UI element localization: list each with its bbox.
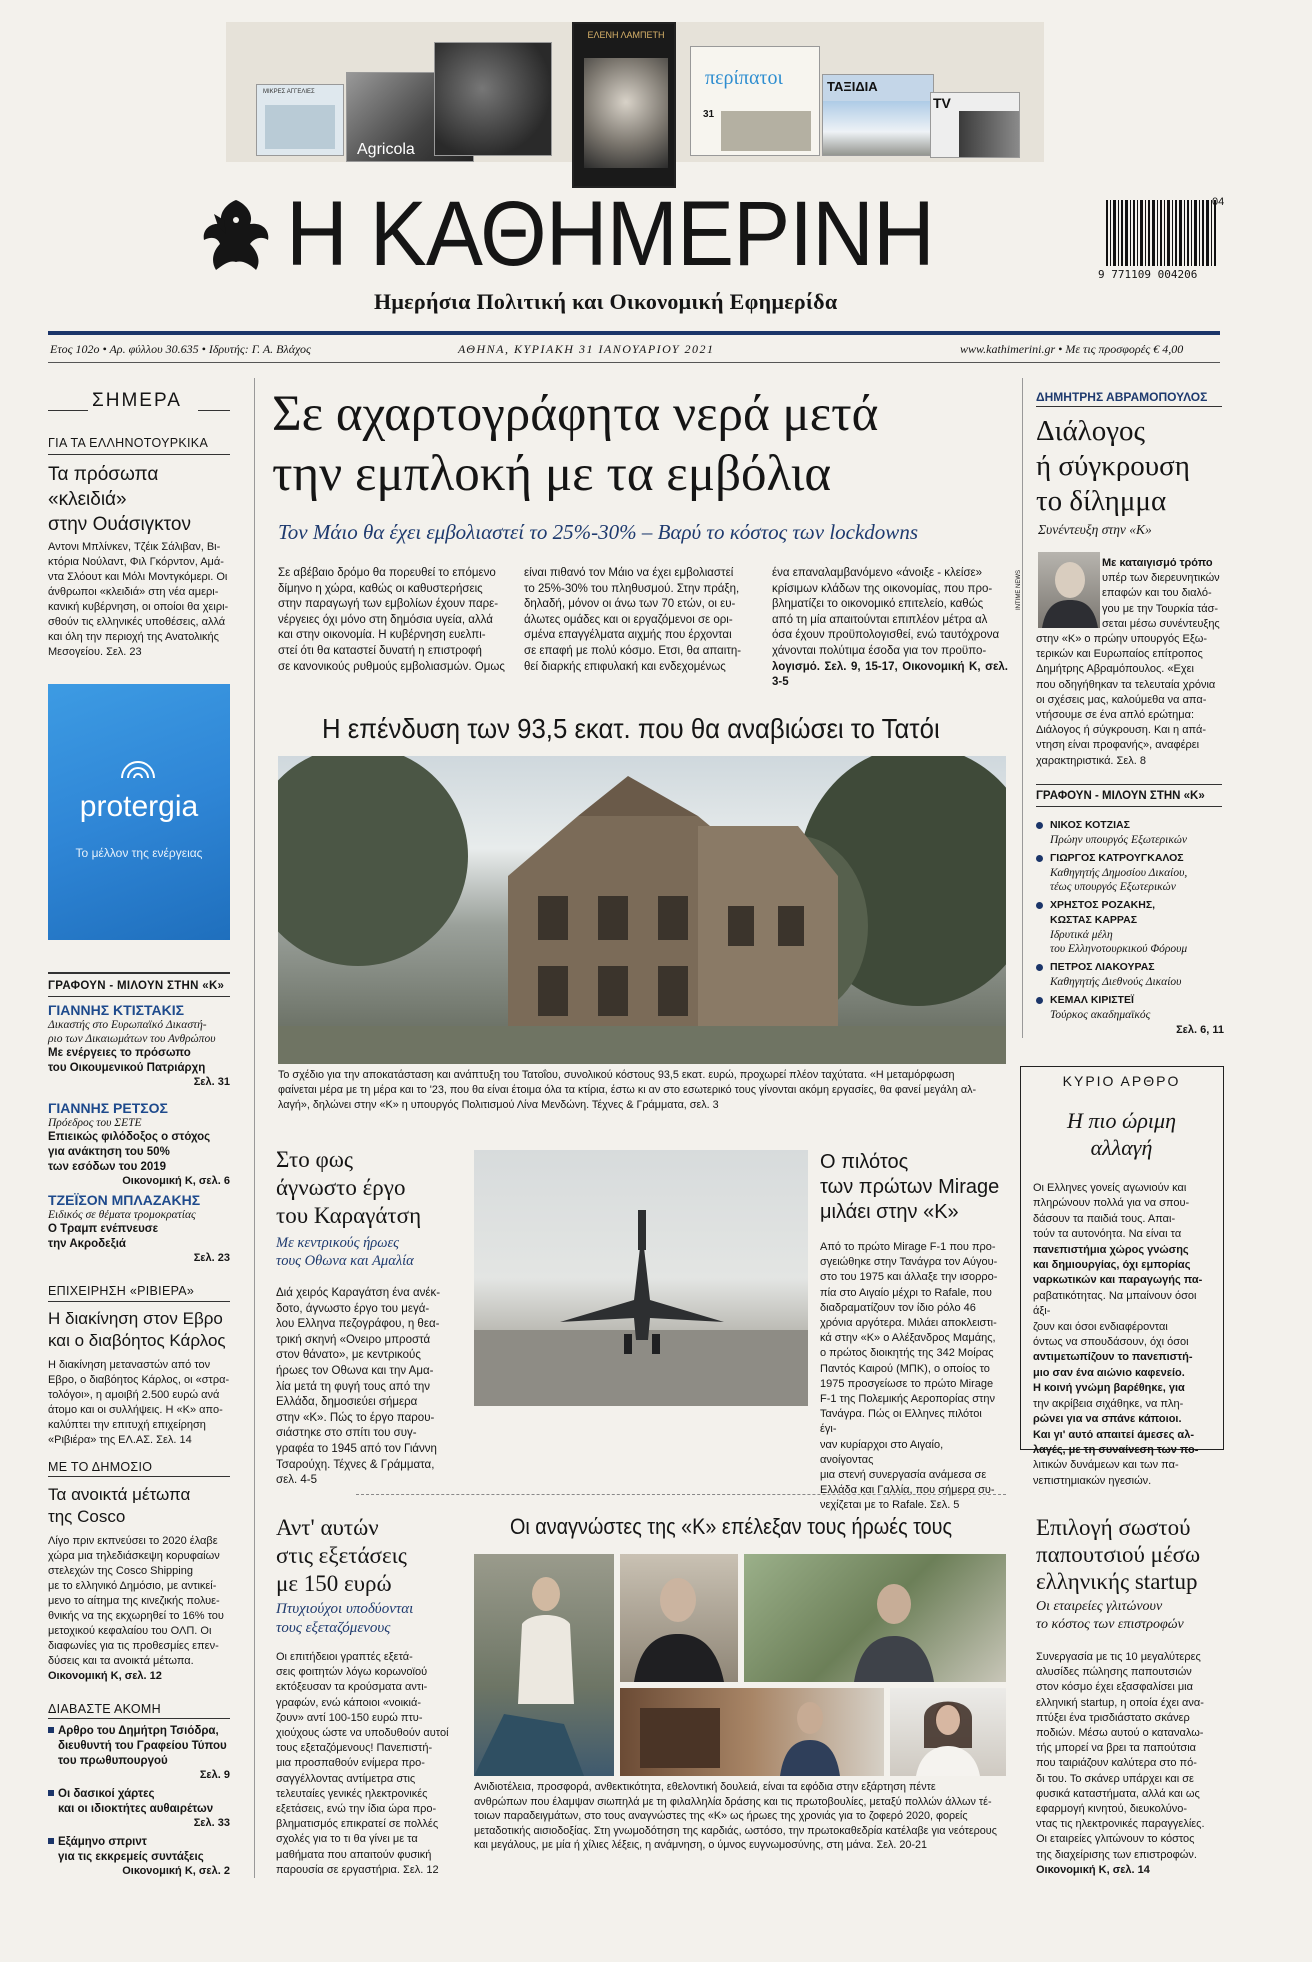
interviews-head-right: ΓΡΑΦΟΥΝ - ΜΙΛΟΥΝ ΣΤΗΝ «Κ» bbox=[1036, 790, 1205, 802]
lead-col-1: Σε αβέβαιο δρόμο θα πορευθεί το επόμενο δίμηνο η χώρα, καθώς οι καθυστερήσεις στην παραγωγή των εμβολίων έχουν παρε- νέργειες όχι μόνο στη δημόσια υγεία, αλλά και στην οικονομία. Η κυβέρνηση ευελπι- στεί ότι θα καταστεί δυνατή η επιστροφή σε κανονικούς ρυθμούς εμβολιασμών. Ομως bbox=[278, 567, 505, 673]
exams-text: Οι επιτήδειοι γραπτές εξετά- σεις φοιτητών λόγω κορωνοϊού εκτόξευσαν τα κρούσματα αντι- γραφών, ενώ κάποιοι «νοικιά- ζουν» αντί 100-150 ευρώ πτυ- χιούχους ώστε να υποδυθούν αυτοί τους εξεταζόμενους! Πανεπιστή- μια προσπαθούν ενίμερα προ- σαγγέλλοντας αντίμετρα στις τελευταίες γενικές ηλεκτρονικές εξετάσεις, ενώ την ίδια ώρα προ- βληματισμός επικρατεί σε πολλές σχολές για το τι θα γίνει με τα μαθήματα που απαιτούν φυσική παρουσία σε εργαστήρια. Σελ. 12 bbox=[276, 1651, 449, 1876]
bullet-icon bbox=[1036, 964, 1043, 971]
supplement-classifieds[interactable]: ΜΙΚΡΕΣ ΑΓΓΕΛΙΕΣ bbox=[256, 84, 344, 156]
right-person-5[interactable]: ΚΕΜΑΛ ΚΙΡΙΣΤΕΪ Τούρκος ακαδημαϊκός bbox=[1036, 993, 1224, 1022]
bullet-icon bbox=[48, 1838, 54, 1844]
item2-kicker: ΕΠΙΧΕΙΡΗΣΗ «ΡΙΒΙΕΡΑ» bbox=[48, 1284, 195, 1298]
karagatsis-sub: Με κεντρικούς ήρωες τους Οθωνα και Αμαλία bbox=[276, 1235, 414, 1269]
hero-photo-5 bbox=[890, 1688, 1006, 1776]
today-label: ΣΗΜΕΡΑ bbox=[92, 390, 182, 411]
bullet-icon bbox=[1036, 855, 1043, 862]
avramopoulos-text-top: Με καταιγισμό τρόπο υπέρ των διερευνητικών επαφών και του διαλό- γου με την Τουρκία τάσ- σεται μέσω συνέντευξης bbox=[1102, 557, 1220, 630]
bullet-icon bbox=[1036, 822, 1043, 829]
column-rule-left bbox=[254, 378, 255, 1878]
editorial-box[interactable] bbox=[1020, 1066, 1224, 1487]
startup-title[interactable]: Επιλογή σωστού παπουτσιού μέσω ελληνικής startup bbox=[1036, 1515, 1201, 1594]
bullet-icon bbox=[1036, 902, 1043, 909]
karagatsis-text: Διά χειρός Καραγάτση ένα ανέκ- δοτο, άγνωστο έργο του μεγά- λου Ελληνα πεζογράφου, η θεα- τρική σκηνή «Ονειρο μπροστά στον θάνατο», με κεντρικούς ήρωες τον Οθωνα και την Αμα- λία μετά τη φυγή τους από την Ελλάδα, δημοσιεύει σήμερα στην «Κ». Πώς το έργο παρου- σιάστηκε στο σπίτι του συγ- γραφέα το 1945 από τον Γιάννη Τσαρούχη. Τέχνες & Γράμματα, σελ. 4-5 bbox=[276, 1287, 441, 1487]
item2-text: Η διακίνηση μεταναστών από τον Εβρο, ο διαβόητος Κάρλος, οι «στρα- τολόγοι», η αμοιβή 2.500 ευρώ ανά άτομο και οι συλλήψεις. Η «Κ» απο- καλύπτει την επιτυχή επιχείρηση «Ριβιέρα» της ΕΛ.ΑΣ. Σελ. 14 bbox=[48, 1359, 230, 1446]
avramopoulos-text-bottom: στην «Κ» ο πρώην υπουργός Εξω- τερικών και Ευρωπαίος επίτροπος Δημήτρης Αβραμόπουλος. «Εχει που οδηγήθηκαν τα τελευταία χρόνια οι σχέσεις μας, καλούμεθα να απα- ντήσουμε σε ένα απλό ερώτημα: Διάλογος ή σύγκρουση. Και η απά- ντηση είναι προφανής», αναφέρει χαρακτηριστικά. Σελ. 8 bbox=[1036, 633, 1216, 767]
infobar-date: ΑΘΗΝΑ, ΚΥΡΙΑΚΗ 31 ΙΑΝΟΥΑΡΙΟΥ 2021 bbox=[458, 342, 715, 356]
barcode bbox=[1104, 200, 1222, 272]
newspaper-title: Η ΚΑΘΗΜΕΡΙΝΗ bbox=[286, 183, 934, 285]
editorial-head: ΚΥΡΙΟ ΑΡΘΡΟ bbox=[1062, 1073, 1181, 1089]
left-person-1[interactable]: ΓΙΑΝΝΗΣ ΚΤΙΣΤΑΚΙΣ Δικαστής στο Ευρωπαϊκό Δικαστή- ριο των Δικαιωμάτων του Ανθρώπου Με ενέργειες το πρόσωπο του Οικουμενικού Πατριάρχη Σελ. 31 bbox=[48, 1002, 230, 1088]
exams-sub: Πτυχιούχοι υποδύονται τους εξεταζόμενους bbox=[276, 1601, 414, 1636]
startup-sub: Οι εταιρείες γλιτώνουν το κόστος των επιστροφών bbox=[1036, 1599, 1184, 1632]
right-person-3[interactable]: ΧΡΗΣΤΟΣ ΡΟΖΑΚΗΣ, ΚΩΣΤΑΣ ΚΑΡΡΑΣ Ιδρυτικά μέλη του Ελληνοτουρκικού Φόρουμ bbox=[1036, 898, 1224, 956]
supplement-agricola[interactable]: Agricola bbox=[346, 72, 474, 162]
item1-kicker: ΓΙΑ ΤΑ ΕΛΛΗΝΟΤΟΥΡΚΙΚΑ bbox=[48, 436, 209, 450]
interviews-head-left: ΓΡΑΦΟΥΝ - ΜΙΛΟΥΝ ΣΤΗΝ «Κ» bbox=[48, 980, 225, 992]
protergia-logo-icon bbox=[118, 756, 158, 780]
lead-headline[interactable]: Σε αχαρτογράφητα νερά μετά την εμπλοκή με τα εμβόλια bbox=[272, 386, 879, 502]
supplement-elena-lampeti[interactable]: ΕΛΕΝΗ ΛΑΜΠΕΤΗ bbox=[572, 22, 676, 188]
supplement-books[interactable] bbox=[434, 42, 552, 156]
supplement-peripatoi[interactable]: περίπατοι 31 bbox=[690, 46, 820, 156]
right-interviews-list: ΝΙΚΟΣ ΚΟΤΖΙΑΣ Πρώην υπουργός Εξωτερικών ΓΙΩΡΓΟΣ ΚΑΤΡΟΥΓΚΑΛΟΣ Καθηγητής Δημοσίου Δικαίου, τέως υπουργός Εξωτερικών ΧΡΗΣΤΟΣ ΡΟΖΑΚΗΣ, ΚΩΣΤΑΣ ΚΑΡΡΑΣ Ιδρυτικά μέλη του Ελληνοτουρκικού Φόρουμ ΠΕΤΡΟΣ ΛΙΑΚΟΥΡΑΣ Καθηγητής Διεθνούς Δικαίου ΚΕΜΑΛ ΚΙΡΙΣΤΕΪ Τούρκος ακαδημαϊκός Σελ. 6, 11 bbox=[1036, 818, 1224, 1036]
left-person-3[interactable]: ΤΖΕΪΣΟΝ ΜΠΛΑΖΑΚΗΣ Ειδικός σε θέματα τρομοκρατίας Ο Τραμπ ενέπνευσε την Ακροδεξιά Σελ. 23 bbox=[48, 1192, 230, 1264]
avramopoulos-kicker: ΔΗΜΗΤΡΗΣ ΑΒΡΑΜΟΠΟΥΛΟΣ bbox=[1036, 390, 1208, 404]
heroes-caption: Ανιδιοτέλεια, προσφορά, ανθεκτικότητα, εθελοντική δουλειά, είναι τα εφόδια στην εξάρτηση πέντε ανθρώπων που έλαμψαν σιωπηλά με τη φιλαλληλία δράσης και τις πρωτοβουλίες, μεταξύ πολλών άλλων τέ- τοιων παραδειγμάτων, στο τους αναγνώστες της «Κ» ως ήρωες της χρονιάς για το ζοφερό 2020, φορείς μεταδοτικής αισιοδοξίας. Στη γνωμοδότηση της καρδιάς, ωστόσο, την πρωτοκαθεδρία κατέλαβε για νεότερους και μεγάλους, με μία ή χίλιες λέξεις, η ανάμνηση, ο ύμνος ευγνωμοσύνης, στη μάνα. Σελ. 20-21 bbox=[474, 1781, 997, 1852]
section-divider bbox=[356, 1494, 1006, 1495]
infobar-rule bbox=[48, 362, 1220, 363]
editorial-title: Η πιο ώριμη αλλαγή bbox=[1066, 1108, 1176, 1160]
hero-photo-4 bbox=[620, 1688, 884, 1776]
right-person-1[interactable]: ΝΙΚΟΣ ΚΟΤΖΙΑΣ Πρώην υπουργός Εξωτερικών bbox=[1036, 818, 1224, 847]
avramopoulos-photo bbox=[1038, 552, 1100, 628]
tatoi-caption: Το σχέδιο για την αποκατάσταση και ανάπτυξη του Τατοΐου, συνολικού κόστους 93,5 εκατ. ευρώ, προχωρεί πλέον ταχύτατα. «Η μεταμόρφωση φαίνεται μέρα με τη μέρα και το '23, που θα είναι έτοιμα όλα τα κτίρια, έστω κι αν στο εσωτερικό τους γίνονται ακόμη εργασίες, θα φανεί μεγάλη αλ- λαγή», δηλώνει στην «Κ» η υπουργός Πολιτισμού Λίνα Μενδώνη. Τέχνες & Γράμματα, σελ. 3 bbox=[278, 1069, 977, 1111]
mirage-title[interactable]: Ο πιλότος των πρώτων Mirage μιλάει στην «Κ» bbox=[820, 1151, 1000, 1223]
mirage-photo bbox=[474, 1150, 808, 1406]
bullet-icon bbox=[1036, 997, 1043, 1004]
issue-code: 04 bbox=[1212, 196, 1225, 208]
left-person-2[interactable]: ΓΙΑΝΝΗΣ ΡΕΤΣΟΣ Πρόεδρος του ΣΕΤΕ Επιεικώς φιλόδοξος ο στόχος για ανάκτηση του 50% των εσόδων του 2019 Οικονομική Κ, σελ. 6 bbox=[48, 1100, 230, 1187]
more-item-2[interactable]: Οι δασικοί χάρτες και οι ιδιοκτήτες αυθαιρέτων Σελ. 33 bbox=[48, 1787, 230, 1829]
column-rule-right bbox=[1022, 378, 1023, 1038]
protergia-tagline: Το μέλλον της ενέργειας bbox=[75, 846, 203, 860]
heroes-headline[interactable]: Οι αναγνώστες της «Κ» επέλεξαν τους ήρωές τους bbox=[510, 1514, 953, 1539]
karagatsis-title[interactable]: Στο φως άγνωστο έργο του Καραγάτση bbox=[276, 1147, 422, 1228]
exams-title[interactable]: Αντ' αυτών στις εξετάσεις με 150 ευρώ bbox=[276, 1515, 407, 1596]
avramopoulos-sub: Συνέντευξη στην «Κ» bbox=[1038, 522, 1152, 537]
tatoi-headline[interactable]: Η επένδυση των 93,5 εκατ. που θα αναβιώσει το Τατόι bbox=[322, 713, 940, 744]
infobar-right: www.kathimerini.gr • Με τις προσφορές € 4,00 bbox=[960, 342, 1184, 356]
newspaper-subtitle: Ημερήσια Πολιτική και Οικονομική Εφημερίδα bbox=[374, 289, 838, 314]
mirage-text: Από το πρώτο Mirage F-1 που προ- σγειώθηκε στην Τανάγρα τον Αύγου- στο του 1975 και άλλαξε την ισορρο- πία στο Αιγαίο μέχρι το Rafale, που διαδραματίζουν τον ίδιο ρόλο 46 χρόνια αργότερα. Μιλάει αποκλειστι- κά στην «Κ» ο Αλέξανδρος Μαμάης, ο πρώτος διοικητής της 342 Μοίρας Παντός Καιρού (ΜΠΚ), ο οποίος το 1975 προσγείωσε το πρώτο Mirage F-1 της Πολεμικής Αεροπορίας στην Τανάγρα. Πώς οι Ελληνες πιλότοι έγι- ναν κυρίαρχοι στο Αιγαίο, ανοίγοντας μια στενή συνεργασία ανάμεσα σε Ελλάδα και Γαλλία, που σήμερα συ- νεχίζεται με το Rafale. Σελ. 5 bbox=[820, 1241, 998, 1512]
more-item-1[interactable]: Αρθρο του Δημήτρη Τσιόδρα, διευθυντή του Γραφείου Τύπου του πρωθυπουργού Σελ. 9 bbox=[48, 1724, 230, 1781]
today-rule-right bbox=[198, 410, 230, 411]
item1-rule bbox=[48, 454, 230, 455]
supplement-tv[interactable]: TV bbox=[930, 92, 1020, 158]
griffin-logo-icon bbox=[196, 194, 276, 278]
supplement-taxidia[interactable]: ΤΑΞΙΔΙΑ bbox=[822, 74, 934, 156]
barcode-number: 9 771109 004206 bbox=[1098, 268, 1198, 281]
infobar-left: Ετος 102ο • Αρ. φύλλου 30.635 • Ιδρυτής: Γ. Α. Βλάχος bbox=[50, 342, 311, 356]
today-rule-left bbox=[48, 410, 88, 411]
editorial-text: Οι Ελληνες γονείς αγωνιούν και πληρώνουν πολλά για να σπου- δάσουν τα παιδιά τους. Απαι- τούν τα αυτονόητα. Να είναι τα πανεπιστήμια χώρος γνώσης και δημιουργίας, όχι εμπορίας ναρκωτικών και παραγωγής πα- ραβατικότητας. Να μπαίνουν όσοι άξι- ζουν και όσοι ενδιαφέρονται όντως να σπουδάσουν, όχι όσοι αντιμετωπίζουν το πανεπιστή- μιο σαν ένα αιώνιο καφενείο. Η κοινή γνώμη βαρέθηκε, για την ακρίβεια σιχάθηκε, να πλη- ρώνει για να σπάνε κάποιοι. Και γι' αυτό απαιτεί άμεσες αλ- λαγές, με τη συναίνεση των πο- λιτικών δυνάμεων και των πα- νεπιστημιακών ηγεσιών. bbox=[1033, 1182, 1203, 1487]
bullet-icon bbox=[48, 1727, 54, 1733]
more-head: ΔΙΑΒΑΣΤΕ ΑΚΟΜΗ bbox=[48, 1702, 161, 1716]
more-item-3[interactable]: Εξάμηνο σπριντ για τις εκκρεμείς συντάξεις Οικονομική Κ, σελ. 2 bbox=[48, 1835, 230, 1877]
item3-kicker: ΜΕ ΤΟ ΔΗΜΟΣΙΟ bbox=[48, 1460, 153, 1474]
item3-title[interactable]: Τα ανοικτά μέτωπα της Cosco bbox=[48, 1485, 191, 1526]
protergia-ad[interactable] bbox=[48, 684, 230, 940]
hero-photo-2 bbox=[620, 1554, 738, 1682]
lead-col-3: ένα επαναλαμβανόμενο «άνοιξε - κλείσε» κρίσιμων κλάδων της οικονομίας, που προ- βληματίζει το οικονομικό επιτελείο, καθώς από τη μία απαιτούνται επιπλέον μέτρα αλ όσα έχουν προϋπολογισθεί, ενώ ταυτόχρονα χάνονται πολύτιμα έσοδα για τον προϋπο- λογισμό. Σελ. 9, 15-17, Οικονομική Κ, σελ. 3-5 bbox=[772, 567, 1008, 689]
masthead-rule bbox=[48, 331, 1220, 335]
item3-text: Λίγο πριν εκπνεύσει το 2020 έλαβε χώρα μια τηλεδιάσκεψη κορυφαίων στελεχών της Cosco Shipping με το ελληνικό Δημόσιο, με αντικεί- μενο το αίτημα της κινεζικής πολυε- θνικής να της εκχωρηθεί το 16% του μετοχικού κεφαλαίου του ΟΛΠ. Οι διαφωνίες για τις προθεσμίες επεν- δύσεις και τα ανοικτά μέτωπα. Οικονομική Κ, σελ. 12 bbox=[48, 1535, 224, 1682]
lead-col-2: είναι πιθανό τον Μάιο να έχει εμβολιαστεί το 25%-30% του πληθυσμού. Στην πράξη, δηλαδή, μόνον οι άνω των 70 ετών, οι ευ- άλωτες ομάδες και οι εργαζόμενοι σε ορι- σμένα επαγγέλματα αιχμής που έρχονται σε επαφή με πολύ κόσμο. Ετσι, θα απαιτη- θεί διαρκής επιφυλακή και ενδεχομένως bbox=[524, 567, 742, 673]
avramopoulos-photo-credit: INTIME NEWS bbox=[1016, 570, 1022, 610]
right-person-4[interactable]: ΠΕΤΡΟΣ ΛΙΑΚΟΥΡΑΣ Καθηγητής Διεθνούς Δικαίου bbox=[1036, 960, 1224, 989]
startup-text: Συνεργασία με τις 10 μεγαλύτερες αλυσίδες πώλησης παπουτσιών στον κόσμο έχει εξασφαλίσει μια ελληνική startup, η οποία έχει ανα- πτύξει ένα τρισδιάστατο σκάνερ ποδιών. Μέσω αυτού ο καταναλω- τής μπορεί να βρει τα παπούτσια που ταιριάζουν καλύτερα στο πό- δι του. Το σκάνερ υπάρχει και σε φυσικά καταστήματα, αλλά και ως εφαρμογή κινητού, διευκολύνο- ντας τις ηλεκτρονικές παραγγελίες. Οι εταιρείες γλιτώνουν το κόστος της διαχείρισης των επιστροφών. Οικονομική Κ, σελ. 14 bbox=[1036, 1651, 1205, 1876]
item1-title[interactable]: Τα πρόσωπα «κλειδιά» στην Ουάσιγκτον bbox=[48, 464, 191, 535]
hero-photo-3 bbox=[744, 1554, 1006, 1682]
lead-subhead: Τον Μάιο θα έχει εμβολιαστεί το 25%-30% – Βαρύ το κόστος των lockdowns bbox=[278, 520, 918, 544]
hero-photo-1 bbox=[474, 1554, 614, 1776]
bullet-icon bbox=[48, 1790, 54, 1796]
more-list bbox=[48, 1724, 230, 1877]
tatoi-photo bbox=[278, 756, 1006, 1064]
right-person-2[interactable]: ΓΙΩΡΓΟΣ ΚΑΤΡΟΥΓΚΑΛΟΣ Καθηγητής Δημοσίου Δικαίου, τέως υπουργός Εξωτερικών bbox=[1036, 851, 1224, 894]
item1-text: Αντονι Μπλίνκεν, Τζέικ Σάλιβαν, Βι- κτόρια Νούλαντ, Φιλ Γκόρντον, Αμά- ντα Σλόουτ και Μόλι Μοντγκόμερι. Οι άνθρωποι «κλειδιά» στη νέα αμερι- κανική κυβέρνηση, οι οποίοι θα χειρι- σθούν τις ελληνικές υποθέσεις, αλλά και όλη την περιοχή της Ανατολικής Μεσογείου. Σελ. 23 bbox=[48, 541, 229, 658]
item2-title[interactable]: Η διακίνηση στον Εβρο και ο διαβόητος Κάρλος bbox=[48, 1309, 226, 1350]
supplements-strip bbox=[226, 22, 1044, 162]
avramopoulos-title[interactable]: Διάλογος ή σύγκρουση το δίλημμα bbox=[1036, 415, 1190, 517]
protergia-brand: protergia bbox=[79, 790, 199, 823]
